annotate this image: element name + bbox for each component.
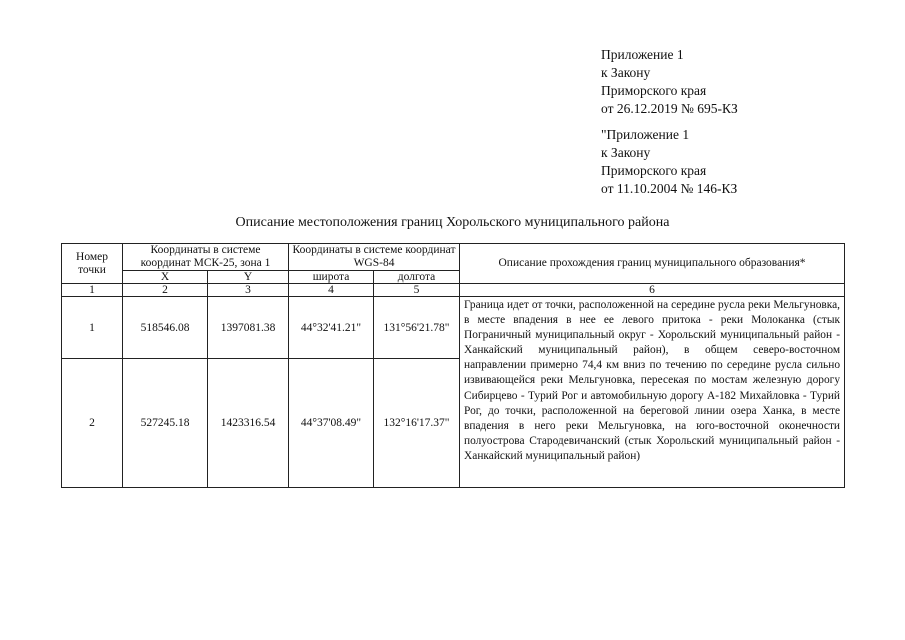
document-title: Описание местоположения границ Хорольского муниципального района — [235, 215, 670, 230]
appendix-original-reference — [601, 126, 737, 198]
table-row — [62, 297, 845, 359]
y-coordinate-cell: 1423316.54 — [208, 359, 289, 488]
column-number: 1 — [62, 284, 123, 297]
appendix-line: к Закону — [601, 65, 651, 80]
appendix-line: "Приложение 1 — [601, 127, 690, 142]
x-coordinate-cell: 527245.18 — [123, 359, 208, 488]
header-wgs-coordinates: Координаты в системе координат WGS-84 — [289, 244, 460, 271]
latitude-cell: 44°37'08.49" — [289, 359, 374, 488]
x-coordinate-cell: 518546.08 — [123, 297, 208, 359]
longitude-cell: 131°56'21.78" — [374, 297, 460, 359]
table-header-row — [62, 244, 845, 271]
point-number-cell: 2 — [62, 359, 123, 488]
column-number: 4 — [289, 284, 374, 297]
appendix-line: от 26.12.2019 № 695-КЗ — [601, 101, 738, 116]
appendix-line: Приморского края — [601, 163, 707, 178]
header-x: X — [123, 271, 208, 284]
header-point-number: Номер точки — [62, 244, 123, 284]
longitude-cell: 132°16'17.37" — [374, 359, 460, 488]
latitude-cell: 44°32'41.21" — [289, 297, 374, 359]
boundary-points-table — [61, 243, 845, 488]
y-coordinate-cell: 1397081.38 — [208, 297, 289, 359]
appendix-line: Приложение 1 — [601, 47, 684, 62]
column-number-row — [62, 284, 845, 297]
appendix-line: к Закону — [601, 145, 651, 160]
appendix-line: от 11.10.2004 № 146-КЗ — [601, 181, 738, 196]
point-number-cell: 1 — [62, 297, 123, 359]
appendix-current-reference — [601, 46, 738, 118]
header-y: Y — [208, 271, 289, 284]
column-number: 5 — [374, 284, 460, 297]
column-number: 3 — [208, 284, 289, 297]
header-latitude: широта — [289, 271, 374, 284]
boundary-description-cell: Граница идет от точки, расположенной на середине русла реки Мельгуновка, в месте впадения в нее ее левого притока - реки Молоканка (стык Пограничный муниципальный округ - Хорольский муниципальный район - Ханкайский муниципальный район), в общем северо-восточном направлении примерно 74,4 км вниз по течению по середине русла сильно извивающейся реки Мельгуновка, пересекая по мостам железную дорогу Сибирцево - Турий Рог и автомобильную дорогу А-182 Михайловка - Турий Рог, до точки, расположенной на береговой линии озера Ханка, в месте впадения в него реки Мельгуновка, на юго-восточной оконечности полуострова Стародевичанский (стык Хорольский муниципальный район - Ханкайский муниципальный район) — [460, 297, 845, 488]
header-description: Описание прохождения границ муниципального образования* — [460, 244, 845, 284]
column-number: 6 — [460, 284, 845, 297]
header-longitude: долгота — [374, 271, 460, 284]
header-msk-coordinates: Координаты в системе координат МСК-25, зона 1 — [123, 244, 289, 271]
appendix-line: Приморского края — [601, 83, 707, 98]
column-number: 2 — [123, 284, 208, 297]
